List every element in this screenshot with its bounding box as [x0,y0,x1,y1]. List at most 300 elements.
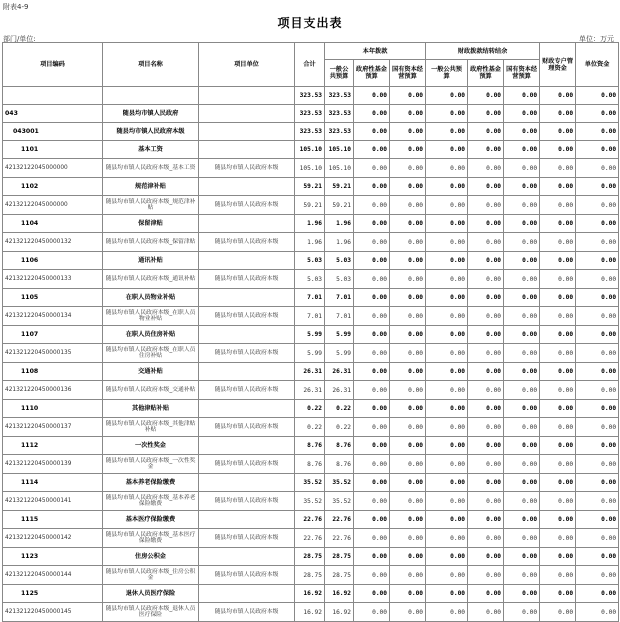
table-row [3,159,619,178]
amount-cell: 0.00 [426,326,468,344]
amount-cell: 0.00 [426,585,468,603]
amount-cell: 0.00 [576,511,619,529]
project-name-cell: 随县均市镇人民政府本级_基本医疗保险缴费 [103,529,199,548]
amount-cell: 0.00 [504,603,540,622]
amount-cell: 0.00 [468,548,504,566]
amount-cell: 0.00 [390,123,426,141]
amount-cell: 0.00 [354,344,390,363]
amount-cell: 0.00 [576,233,619,252]
amount-cell: 0.00 [468,363,504,381]
project-name-cell: 在职人员住房补贴 [103,326,199,344]
amount-cell: 8.76 [325,437,354,455]
amount-cell: 0.00 [354,270,390,289]
amount-cell: 35.52 [295,492,325,511]
project-name-cell: 基本工资 [103,141,199,159]
amount-cell: 0.00 [426,178,468,196]
project-unit-cell: 随县均市镇人民政府本级 [199,566,295,585]
amount-cell: 0.00 [390,141,426,159]
table-row [3,178,619,196]
header-unit: 项目单位 [199,43,295,87]
table-row [3,363,619,381]
amount-cell: 0.00 [504,418,540,437]
amount-cell: 0.00 [576,474,619,492]
project-name-cell: 随县均市镇人民政府本级_一次性奖金 [103,455,199,474]
table-row [3,233,619,252]
amount-cell: 0.00 [354,178,390,196]
project-name-cell: 随县均市镇人民政府本级_在职人员物业补贴 [103,307,199,326]
table-row [3,529,619,548]
amount-cell: 0.00 [540,585,576,603]
amount-cell: 0.00 [468,307,504,326]
amount-cell: 0.00 [354,307,390,326]
project-unit-cell: 随县均市镇人民政府本级 [199,492,295,511]
amount-cell: 0.00 [354,492,390,511]
amount-cell: 0.00 [576,418,619,437]
project-name-cell: 随县均市镇人民政府本级_退休人员医疗保险 [103,603,199,622]
amount-cell: 0.00 [390,455,426,474]
amount-cell: 0.00 [504,455,540,474]
project-unit-cell: 随县均市镇人民政府本级 [199,603,295,622]
amount-cell: 0.00 [540,252,576,270]
amount-cell: 0.00 [468,105,504,123]
amount-cell: 35.52 [325,474,354,492]
project-code-cell: 421321220450000142 [3,529,103,548]
amount-cell: 0.00 [468,141,504,159]
amount-cell: 1.96 [325,215,354,233]
table-row [3,474,619,492]
header-carryover: 财政拨款结转结余 [426,43,540,60]
amount-cell: 105.10 [295,159,325,178]
amount-cell: 0.00 [390,363,426,381]
amount-cell: 28.75 [325,566,354,585]
amount-cell: 0.00 [354,289,390,307]
project-code-cell: 1101 [3,141,103,159]
project-name-cell: 住房公积金 [103,548,199,566]
project-name-cell: 随县均市镇人民政府本级_其他津贴补贴 [103,418,199,437]
project-unit-cell [199,511,295,529]
amount-cell: 323.53 [325,87,354,105]
amount-cell: 5.03 [295,252,325,270]
amount-cell: 0.00 [468,159,504,178]
amount-cell: 0.00 [426,566,468,585]
amount-cell: 0.00 [390,603,426,622]
amount-cell: 5.99 [325,326,354,344]
amount-cell: 0.00 [576,529,619,548]
amount-cell: 0.00 [426,474,468,492]
amount-cell: 0.00 [468,566,504,585]
amount-cell: 22.76 [295,529,325,548]
amount-cell: 0.00 [576,381,619,400]
amount-cell: 0.00 [576,215,619,233]
amount-cell: 0.00 [468,178,504,196]
amount-cell: 0.00 [540,418,576,437]
amount-cell: 16.92 [295,603,325,622]
project-unit-cell [199,105,295,123]
project-unit-cell: 随县均市镇人民政府本级 [199,307,295,326]
header-g2-general: 一般公共预算 [426,60,468,87]
table-row [3,270,619,289]
table-row [3,455,619,474]
amount-cell: 0.00 [576,548,619,566]
department-label: 部门/单位: [3,35,36,43]
amount-cell: 323.53 [295,87,325,105]
amount-cell: 0.00 [540,511,576,529]
amount-cell: 0.00 [426,233,468,252]
amount-cell: 0.00 [390,87,426,105]
project-code-cell: 421321220450000132 [3,233,103,252]
amount-cell: 0.00 [468,270,504,289]
project-unit-cell: 随县均市镇人民政府本级 [199,159,295,178]
project-unit-cell: 随县均市镇人民政府本级 [199,344,295,363]
amount-cell: 0.00 [426,455,468,474]
project-unit-cell [199,474,295,492]
amount-cell: 0.00 [540,492,576,511]
project-name-cell: 基本养老保险缴费 [103,474,199,492]
amount-cell: 0.00 [390,418,426,437]
table-row [3,141,619,159]
table-row [3,418,619,437]
amount-cell: 0.00 [576,159,619,178]
amount-cell: 0.00 [426,511,468,529]
project-code-cell: 1107 [3,326,103,344]
project-unit-cell [199,178,295,196]
amount-cell: 0.00 [354,381,390,400]
amount-cell: 0.00 [390,252,426,270]
amount-cell: 0.00 [468,289,504,307]
amount-cell: 0.00 [354,159,390,178]
amount-cell: 0.00 [468,529,504,548]
amount-cell: 0.00 [354,252,390,270]
amount-cell: 0.00 [504,492,540,511]
amount-cell: 0.00 [426,548,468,566]
amount-cell: 0.00 [390,178,426,196]
amount-cell: 26.31 [325,381,354,400]
amount-cell: 0.00 [426,252,468,270]
amount-cell: 0.00 [576,344,619,363]
amount-cell: 5.99 [295,326,325,344]
table-row [3,548,619,566]
amount-cell: 0.00 [354,87,390,105]
table-row [3,566,619,585]
amount-cell: 0.00 [540,307,576,326]
amount-cell: 0.00 [426,307,468,326]
amount-cell: 0.00 [504,511,540,529]
header-g1-general: 一般公共预算 [325,60,354,87]
amount-cell: 5.99 [295,344,325,363]
project-name-cell: 随县均市镇人民政府本级_保留津贴 [103,233,199,252]
amount-cell: 0.00 [504,326,540,344]
amount-cell: 0.00 [390,105,426,123]
amount-cell: 0.00 [354,233,390,252]
amount-cell: 0.00 [504,289,540,307]
amount-cell: 0.00 [426,344,468,363]
amount-cell: 16.92 [325,603,354,622]
project-code-cell: 42132122045000000 [3,196,103,215]
project-unit-cell [199,437,295,455]
amount-cell: 59.21 [325,178,354,196]
project-code-cell: 1105 [3,289,103,307]
project-unit-cell: 随县均市镇人民政府本级 [199,418,295,437]
amount-cell: 0.00 [390,289,426,307]
amount-cell: 59.21 [295,178,325,196]
amount-cell: 0.00 [540,326,576,344]
amount-cell: 0.00 [390,437,426,455]
project-code-cell: 421321220450000134 [3,307,103,326]
amount-cell: 0.00 [504,474,540,492]
amount-cell: 105.10 [325,141,354,159]
project-unit-cell: 随县均市镇人民政府本级 [199,270,295,289]
amount-cell: 0.00 [504,159,540,178]
amount-cell: 0.00 [576,363,619,381]
amount-cell: 0.00 [576,289,619,307]
project-code-cell: 1104 [3,215,103,233]
amount-cell: 0.00 [504,233,540,252]
project-code-cell: 1114 [3,474,103,492]
amount-cell: 0.00 [504,307,540,326]
table-row [3,105,619,123]
header-g1-fund: 政府性基金预算 [354,60,390,87]
amount-cell: 0.00 [426,87,468,105]
amount-cell: 0.00 [504,105,540,123]
amount-cell: 5.03 [295,270,325,289]
amount-cell: 0.22 [295,400,325,418]
amount-cell: 0.00 [426,529,468,548]
amount-cell: 8.76 [295,437,325,455]
amount-cell: 28.75 [325,548,354,566]
amount-cell: 0.22 [325,418,354,437]
amount-cell: 0.00 [426,363,468,381]
amount-cell: 0.00 [504,123,540,141]
amount-cell: 26.31 [325,363,354,381]
amount-cell: 22.76 [325,511,354,529]
amount-cell: 0.00 [540,400,576,418]
amount-cell: 0.00 [504,566,540,585]
project-code-cell: 1106 [3,252,103,270]
project-name-cell: 一次性奖金 [103,437,199,455]
amount-cell: 0.00 [390,270,426,289]
amount-cell: 0.00 [540,437,576,455]
amount-cell: 0.00 [504,381,540,400]
amount-cell: 0.00 [390,585,426,603]
project-name-cell: 随县均市镇人民政府本级_基本养老保险缴费 [103,492,199,511]
amount-cell: 0.00 [354,363,390,381]
amount-cell: 0.00 [576,437,619,455]
amount-cell: 0.00 [354,455,390,474]
table-body [3,87,619,622]
amount-cell: 0.00 [354,603,390,622]
project-code-cell: 421321220450000145 [3,603,103,622]
amount-cell: 1.96 [325,233,354,252]
amount-cell: 0.00 [540,381,576,400]
project-unit-cell [199,585,295,603]
project-unit-cell: 随县均市镇人民政府本级 [199,455,295,474]
project-name-cell: 基本医疗保险缴费 [103,511,199,529]
header-current-year-grant: 本年拨款 [325,43,426,60]
amount-cell: 0.00 [390,307,426,326]
amount-cell: 0.00 [354,196,390,215]
project-name-cell: 其他津贴补贴 [103,400,199,418]
amount-cell: 35.52 [295,474,325,492]
amount-cell: 0.00 [540,289,576,307]
amount-cell: 0.00 [576,585,619,603]
amount-cell: 0.00 [426,215,468,233]
project-unit-cell [199,289,295,307]
project-code-cell: 421321220450000141 [3,492,103,511]
project-unit-cell: 随县均市镇人民政府本级 [199,529,295,548]
header-name: 项目名称 [103,43,199,87]
amount-cell: 0.00 [576,326,619,344]
amount-cell: 0.00 [426,141,468,159]
amount-cell: 1.96 [295,215,325,233]
table-row [3,603,619,622]
amount-cell: 0.00 [504,529,540,548]
project-code-cell: 421321220450000137 [3,418,103,437]
amount-cell: 0.00 [354,105,390,123]
amount-cell: 0.00 [540,215,576,233]
project-code-cell: 1125 [3,585,103,603]
amount-cell: 0.00 [468,455,504,474]
amount-cell: 0.00 [468,400,504,418]
amount-cell: 7.01 [295,289,325,307]
amount-cell: 0.00 [468,326,504,344]
amount-cell: 0.00 [576,252,619,270]
project-code-cell: 421321220450000139 [3,455,103,474]
project-name-cell: 随县均市镇人民政府本级_规范津补贴 [103,196,199,215]
amount-cell: 0.00 [504,252,540,270]
project-name-cell [103,87,199,105]
amount-cell: 0.00 [354,566,390,585]
table-row [3,400,619,418]
amount-cell: 0.00 [504,87,540,105]
amount-cell: 0.00 [354,400,390,418]
project-unit-cell [199,123,295,141]
amount-cell: 0.00 [576,455,619,474]
amount-cell: 0.00 [390,529,426,548]
amount-cell: 0.00 [354,585,390,603]
amount-cell: 0.00 [390,196,426,215]
attachment-note: 附表4-9 [3,3,29,11]
amount-cell: 323.53 [325,123,354,141]
amount-cell: 0.00 [540,105,576,123]
amount-cell: 0.22 [295,418,325,437]
amount-cell: 0.00 [426,418,468,437]
amount-cell: 0.00 [540,159,576,178]
amount-cell: 0.00 [576,178,619,196]
amount-cell: 59.21 [295,196,325,215]
table-row [3,196,619,215]
table-row [3,492,619,511]
amount-cell: 0.00 [426,492,468,511]
table-row [3,87,619,105]
amount-cell: 59.21 [325,196,354,215]
project-name-cell: 随县均市镇人民政府本级_住房公积金 [103,566,199,585]
amount-cell: 28.75 [295,548,325,566]
amount-cell: 0.00 [504,270,540,289]
amount-cell: 5.03 [325,270,354,289]
project-code-cell: 1112 [3,437,103,455]
amount-cell: 0.00 [576,603,619,622]
amount-cell: 0.00 [426,437,468,455]
project-name-cell: 随县均市镇人民政府本级_基本工资 [103,159,199,178]
amount-cell: 323.53 [295,123,325,141]
table-row [3,511,619,529]
amount-cell: 0.00 [390,548,426,566]
amount-cell: 0.00 [354,141,390,159]
table-row [3,252,619,270]
project-name-cell: 通讯补贴 [103,252,199,270]
page-title: 项目支出表 [277,16,343,30]
amount-cell: 0.00 [354,529,390,548]
project-unit-cell: 随县均市镇人民政府本级 [199,196,295,215]
amount-cell: 0.00 [468,381,504,400]
amount-cell: 0.00 [390,215,426,233]
amount-cell: 0.00 [504,141,540,159]
amount-cell: 0.00 [354,123,390,141]
project-code-cell: 1108 [3,363,103,381]
amount-cell: 16.92 [295,585,325,603]
amount-cell: 16.92 [325,585,354,603]
amount-cell: 0.00 [504,196,540,215]
amount-cell: 105.10 [295,141,325,159]
amount-cell: 0.00 [504,585,540,603]
amount-cell: 0.00 [576,566,619,585]
amount-cell: 0.00 [390,326,426,344]
project-code-cell: 1110 [3,400,103,418]
amount-cell: 0.00 [468,215,504,233]
amount-cell: 0.00 [426,400,468,418]
project-name-cell: 随县均市镇人民政府 [103,105,199,123]
amount-cell: 0.00 [540,566,576,585]
amount-cell: 0.00 [468,123,504,141]
table-row [3,123,619,141]
amount-cell: 0.00 [354,215,390,233]
project-name-cell: 退休人员医疗保险 [103,585,199,603]
amount-cell: 0.00 [426,123,468,141]
amount-cell: 323.53 [295,105,325,123]
amount-cell: 0.00 [426,289,468,307]
amount-cell: 0.00 [468,603,504,622]
amount-cell: 0.00 [426,105,468,123]
amount-cell: 0.00 [390,474,426,492]
amount-cell: 0.00 [390,381,426,400]
amount-cell: 0.00 [540,603,576,622]
amount-cell: 0.00 [540,474,576,492]
amount-cell: 0.00 [540,178,576,196]
amount-cell: 0.00 [504,437,540,455]
amount-cell: 0.00 [540,123,576,141]
amount-cell: 0.00 [354,418,390,437]
amount-cell: 0.00 [468,585,504,603]
amount-cell: 0.00 [540,233,576,252]
amount-cell: 0.00 [540,529,576,548]
amount-cell: 22.76 [325,529,354,548]
amount-cell: 0.00 [504,215,540,233]
amount-cell: 0.00 [576,141,619,159]
project-name-cell: 规范津补贴 [103,178,199,196]
amount-cell: 0.00 [576,87,619,105]
amount-cell: 8.76 [295,455,325,474]
amount-cell: 0.00 [504,363,540,381]
amount-cell: 5.03 [325,252,354,270]
header-g1-state: 国有资本经营预算 [390,60,426,87]
table-row [3,344,619,363]
amount-cell: 0.00 [540,196,576,215]
project-name-cell: 在职人员物业补贴 [103,289,199,307]
amount-cell: 0.00 [576,307,619,326]
project-unit-cell [199,548,295,566]
project-code-cell: 043001 [3,123,103,141]
project-name-cell: 随县均市镇人民政府本级_交通补贴 [103,381,199,400]
